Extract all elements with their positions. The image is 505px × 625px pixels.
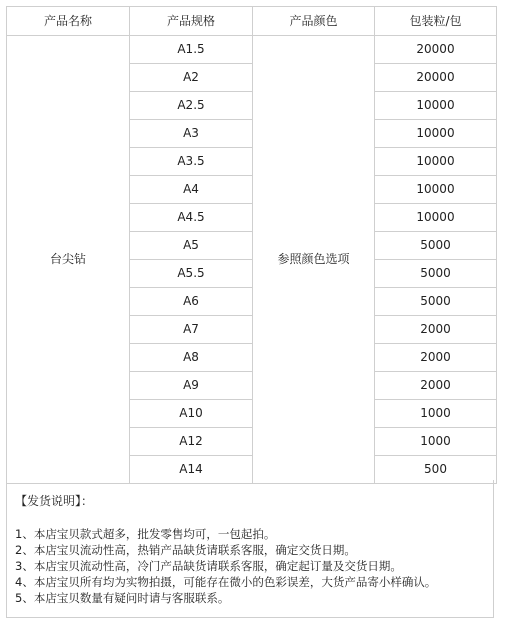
spec-cell: A3 — [130, 120, 253, 148]
spec-cell: A6 — [130, 288, 253, 316]
pack-qty-cell: 10000 — [375, 176, 497, 204]
spec-cell: A1.5 — [130, 36, 253, 64]
table-header-row — [7, 7, 497, 36]
header-product-color: 产品颜色 — [253, 7, 375, 36]
spec-cell: A4 — [130, 176, 253, 204]
note-line: 1、本店宝贝款式超多，批发零售均可，一包起拍。 — [15, 527, 276, 541]
spec-cell: A7 — [130, 316, 253, 344]
pack-qty-cell: 20000 — [375, 36, 497, 64]
pack-qty-cell: 5000 — [375, 232, 497, 260]
spec-cell: A14 — [130, 456, 253, 484]
spec-cell: A2 — [130, 64, 253, 92]
note-line: 4、本店宝贝所有均为实物拍摄，可能存在微小的色彩误差，大货产品寄小样确认。 — [15, 575, 437, 589]
pack-qty-cell: 10000 — [375, 92, 497, 120]
notes-title: 【发货说明】： — [15, 494, 94, 508]
header-product-spec: 产品规格 — [130, 7, 253, 36]
pack-qty-cell: 20000 — [375, 64, 497, 92]
header-pack-qty: 包装粒/包 — [375, 7, 497, 36]
pack-qty-cell: 5000 — [375, 288, 497, 316]
spec-cell: A3.5 — [130, 148, 253, 176]
spec-cell: A9 — [130, 372, 253, 400]
shipping-notes — [6, 480, 494, 618]
pack-qty-cell: 1000 — [375, 400, 497, 428]
note-line: 5、本店宝贝数量有疑问时请与客服联系。 — [15, 591, 230, 605]
spec-cell: A5 — [130, 232, 253, 260]
spec-cell: A10 — [130, 400, 253, 428]
pack-qty-cell: 10000 — [375, 120, 497, 148]
table-row — [7, 36, 497, 64]
table-body — [7, 36, 497, 484]
pack-qty-cell: 5000 — [375, 260, 497, 288]
pack-qty-cell: 2000 — [375, 344, 497, 372]
spec-cell: A5.5 — [130, 260, 253, 288]
pack-qty-cell: 1000 — [375, 428, 497, 456]
spec-cell: A4.5 — [130, 204, 253, 232]
pack-qty-cell: 2000 — [375, 372, 497, 400]
spec-cell: A2.5 — [130, 92, 253, 120]
product-name-cell: 台尖钻 — [7, 36, 130, 484]
note-line: 3、本店宝贝流动性高，冷门产品缺货请联系客服，确定起订量及交货日期。 — [15, 559, 402, 573]
pack-qty-cell: 500 — [375, 456, 497, 484]
spec-cell: A12 — [130, 428, 253, 456]
header-product-name: 产品名称 — [7, 7, 130, 36]
product-color-cell: 参照颜色选项 — [253, 36, 375, 484]
spec-cell: A8 — [130, 344, 253, 372]
pack-qty-cell: 10000 — [375, 148, 497, 176]
pack-qty-cell: 10000 — [375, 204, 497, 232]
note-line: 2、本店宝贝流动性高，热销产品缺货请联系客服，确定交货日期。 — [15, 543, 356, 557]
pack-qty-cell: 2000 — [375, 316, 497, 344]
spec-table — [6, 6, 497, 484]
